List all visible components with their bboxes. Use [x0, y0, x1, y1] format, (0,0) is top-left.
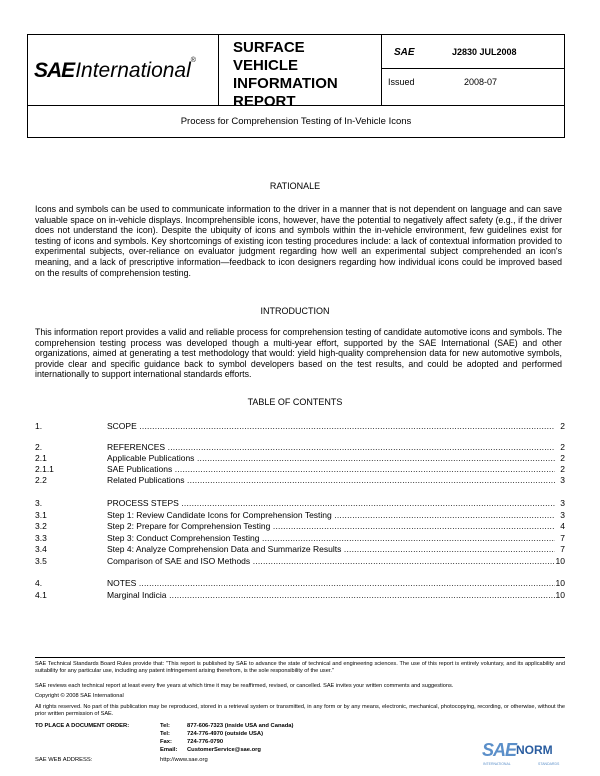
- toc-page: 2: [560, 464, 565, 474]
- toc-number: 3.: [35, 498, 43, 508]
- web-link[interactable]: http://www.sae.org: [160, 757, 208, 763]
- doc-number: J2830 JUL2008: [452, 47, 517, 57]
- toc-entry[interactable]: [35, 556, 565, 567]
- toc-title: SCOPE .....: [107, 421, 555, 431]
- tel2-label: Tel:: [160, 731, 170, 737]
- report-type: SURFACE VEHICLE INFORMATION REPORT: [233, 39, 338, 110]
- toc-number: 3.1: [35, 510, 47, 520]
- toc-title: Step 3: Conduct Comprehension Testing .....: [107, 533, 555, 543]
- toc-title: Applicable Publications .....: [107, 453, 555, 463]
- toc-page: 2: [560, 421, 565, 431]
- toc-title: PROCESS STEPS .....: [107, 498, 555, 508]
- toc-title: Related Publications .....: [107, 475, 555, 485]
- rationale-heading: RATIONALE: [269, 181, 321, 191]
- logo-trademark: ®: [190, 57, 196, 64]
- toc-entry[interactable]: [35, 453, 565, 464]
- footer-rule: [35, 657, 565, 658]
- toc-page: 7: [560, 533, 565, 543]
- toc-number: 3.5: [35, 556, 47, 566]
- tel2-value[interactable]: 724-776-4970 (outside USA): [187, 731, 264, 737]
- logo-sae-text: SAE: [34, 59, 75, 82]
- toc-number: 2.1.1: [35, 464, 54, 474]
- toc-entry[interactable]: [35, 521, 565, 532]
- footer-rules-text: SAE Technical Standards Board Rules provide that: "This report is published by SAE to advance the state of technical and engineering sciences. The use of this report is entirely voluntary, and its applicability and suitability for any particular use, including any patent infringement arising therefrom, is the sole responsibility of the user.": [35, 661, 565, 675]
- sae-norm-subtext-right: STANDARDS: [538, 762, 560, 766]
- introduction-text: This information report provides a valid and reliable process for comprehension testing of candidate automotive icons and symbols. The comprehension testing process was developed though a multi-year effort, supported by the SAE International (SAE) and other organizations, aimed at generating a test methodology that would: yield high-quality comprehension data for new automotive symbols, provide clear and specific guidance back to symbol developers based on the test results, and could be adopted and performed internationally to support international standards efforts.: [35, 327, 562, 380]
- toc-page: 3: [560, 498, 565, 508]
- sae-norm-text: NORM: [516, 743, 553, 757]
- toc-entry[interactable]: [35, 442, 565, 453]
- issued-label: Issued: [388, 77, 415, 87]
- toc-title: Step 4: Analyze Comprehension Data and Summarize Results .....: [107, 544, 555, 554]
- toc-title: Comparison of SAE and ISO Methods .....: [107, 556, 555, 566]
- email-label: Email:: [160, 747, 178, 753]
- toc-entry[interactable]: [35, 590, 565, 601]
- toc-page: 10: [555, 590, 565, 600]
- toc-number: 4.1: [35, 590, 47, 600]
- toc-page: 3: [560, 475, 565, 485]
- toc-page: 2: [560, 442, 565, 452]
- toc-number: 4.: [35, 578, 43, 588]
- rationale-text: Icons and symbols can be used to communicate information to the driver in a manner that is not dependent on language and can save valuable space on in-vehicle displays. Incomprehensible icons, however, have the potential to negatively affect safety (e.g., if the driver does not understand the icon). Despite the ubiquity of icons and symbols within the in-vehicle environment, few guidelines exist for testing of icons and symbols. Key shortcomings of existing icon testing procedures include: a lack of contextual information provided to experimental subjects, over-reliance on evaluator judgment regarding how well an experimental subject comprehended an icon's meaning, and a lack of prescriptive information—feedback to icon designers regarding how individual icons could be improved based on the results of comprehension testing.: [35, 204, 562, 278]
- tel-label: Tel:: [160, 723, 170, 729]
- toc-page: 2: [560, 453, 565, 463]
- toc-number: 1.: [35, 421, 43, 431]
- toc-entry[interactable]: [35, 498, 565, 509]
- toc-title: REFERENCES .....: [107, 442, 555, 452]
- toc-entry[interactable]: [35, 421, 565, 432]
- order-label: TO PLACE A DOCUMENT ORDER:: [35, 723, 130, 729]
- web-label: SAE WEB ADDRESS:: [35, 757, 93, 763]
- email-link[interactable]: CustomerService@sae.org: [187, 747, 261, 753]
- toc-number: 3.2: [35, 521, 47, 531]
- header-row: [28, 35, 564, 110]
- toc-entry[interactable]: [35, 544, 565, 555]
- toc-number: 2.1: [35, 453, 47, 463]
- toc-page: 7: [560, 544, 565, 554]
- toc-number: 2.2: [35, 475, 47, 485]
- toc-page: 3: [560, 510, 565, 520]
- footer-copyright: Copyright © 2008 SAE International: [35, 693, 124, 699]
- doc-title: Process for Comprehension Testing of In-Vehicle Icons: [180, 116, 412, 127]
- toc-number: 3.4: [35, 544, 47, 554]
- toc-page: 10: [555, 578, 565, 588]
- toc-title: Step 2: Prepare for Comprehension Testing .....: [107, 521, 555, 531]
- logo-international-text: International: [75, 59, 191, 82]
- introduction-heading: INTRODUCTION: [260, 306, 330, 316]
- doc-title-row: [28, 106, 564, 137]
- fax-label: Fax:: [160, 739, 172, 745]
- sae-international-logo: [34, 59, 196, 83]
- toc-title: Step 1: Review Candidate Icons for Comprehension Testing .....: [107, 510, 555, 520]
- header-box: [27, 34, 565, 138]
- sae-norm-mark: SAE: [482, 740, 517, 760]
- toc-page: 10: [555, 556, 565, 566]
- toc-entry[interactable]: [35, 578, 565, 589]
- toc-number: 2.: [35, 442, 43, 452]
- toc-number: 3.3: [35, 533, 47, 543]
- tel-value[interactable]: 877-606-7323 (inside USA and Canada): [187, 723, 294, 729]
- toc-entry[interactable]: [35, 533, 565, 544]
- meta-cell: [382, 35, 564, 105]
- footer-review-text: SAE reviews each technical report at least every five years at which time it may be reaffirmed, revised, or cancelled. SAE invites your written comments and suggestions.: [35, 683, 454, 689]
- toc-entry[interactable]: [35, 464, 565, 475]
- toc-title: NOTES .....: [107, 578, 555, 588]
- toc-title: SAE Publications .....: [107, 464, 555, 474]
- sae-norm-logo: [482, 740, 562, 770]
- logo-cell: [28, 35, 219, 105]
- footer-rights-text: All rights reserved. No part of this publication may be reproduced, stored in a retrieval system or transmitted, in any form or by any means, electronic, mechanical, photocopying, recording, or otherwise, without the prior written permission of SAE.: [35, 704, 565, 718]
- toc-entry[interactable]: [35, 475, 565, 486]
- fax-value: 724-776-0790: [187, 739, 224, 745]
- meta-divider: [382, 68, 564, 69]
- toc-heading: TABLE OF CONTENTS: [247, 397, 343, 407]
- toc-entry[interactable]: [35, 510, 565, 521]
- issued-value: 2008-07: [464, 77, 498, 87]
- toc-title: Marginal Indicia .....: [107, 590, 555, 600]
- toc-page: 4: [560, 521, 565, 531]
- sae-mini-logo: SAE: [394, 47, 415, 58]
- report-type-cell: [219, 35, 382, 110]
- sae-norm-subtext-left: INTERNATIONAL: [483, 762, 511, 766]
